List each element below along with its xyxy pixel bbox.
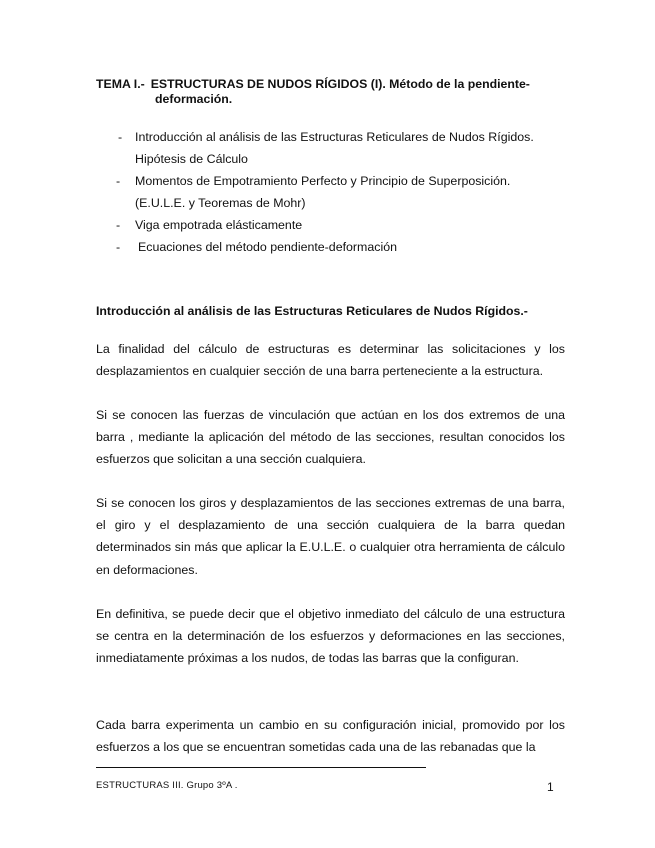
- list-item-line: Momentos de Empotramiento Perfecto y Principio de Superposición.: [135, 174, 511, 188]
- title-label: TEMA I.-: [96, 77, 145, 91]
- footer-text: ESTRUCTURAS III. Grupo 3ºA .: [96, 780, 238, 791]
- list-item-line: Ecuaciones del método pendiente-deformación: [138, 240, 397, 254]
- title-text-1: ESTRUCTURAS DE NUDOS RÍGIDOS (I). Método de la pendiente-: [150, 77, 530, 91]
- section-heading: Introducción al análisis de las Estructuras Reticulares de Nudos Rígidos.-: [96, 304, 528, 318]
- list-item-line: Viga empotrada elásticamente: [135, 218, 303, 232]
- bullet-dash: -: [116, 174, 121, 188]
- bullet-dash: -: [118, 130, 123, 144]
- footer-divider: [96, 767, 426, 768]
- title-line-2: deformación.: [155, 92, 233, 106]
- paragraph: Cada barra experimenta un cambio en su configuración inicial, promovido por los esfuerzos a los que se encuentran sometidas cada una de las rebanadas que la: [96, 718, 565, 755]
- page-number: 1: [547, 780, 554, 794]
- title-line-1: [96, 77, 530, 91]
- paragraph: La finalidad del cálculo de estructuras es determinar las solicitaciones y los desplazamientos en cualquier sección de una barra perteneciente a la estructura.: [96, 342, 565, 379]
- list-item-line: Introducción al análisis de las Estructuras Reticulares de Nudos Rígidos.: [135, 130, 534, 144]
- bullet-dash: -: [116, 218, 121, 232]
- paragraph: Si se conocen las fuerzas de vinculación que actúan en los dos extremos de una barra , mediante la aplicación del método de las secciones, resultan conocidos los esfuerzos que solicitan a una sección cualquiera.: [96, 408, 565, 467]
- list-item-line: (E.U.L.E. y Teoremas de Mohr): [135, 196, 306, 210]
- list-item-line: Hipótesis de Cálculo: [135, 152, 248, 166]
- bullet-dash: -: [116, 240, 121, 254]
- paragraph: En definitiva, se puede decir que el objetivo inmediato del cálculo de una estructura se centra en la determinación de los esfuerzos y deformaciones en las secciones, inmediatamente próximas a los nudos, de todas las barras que la configuran.: [96, 607, 565, 666]
- paragraph: Si se conocen los giros y desplazamientos de las secciones extremas de una barra, el giro y el desplazamiento de una sección cualquiera de la barra quedan determinados sin más que aplicar la E.U.L.E. o cualquier otra herramienta de cálculo en deformaciones.: [96, 496, 565, 577]
- page-title: [96, 77, 566, 107]
